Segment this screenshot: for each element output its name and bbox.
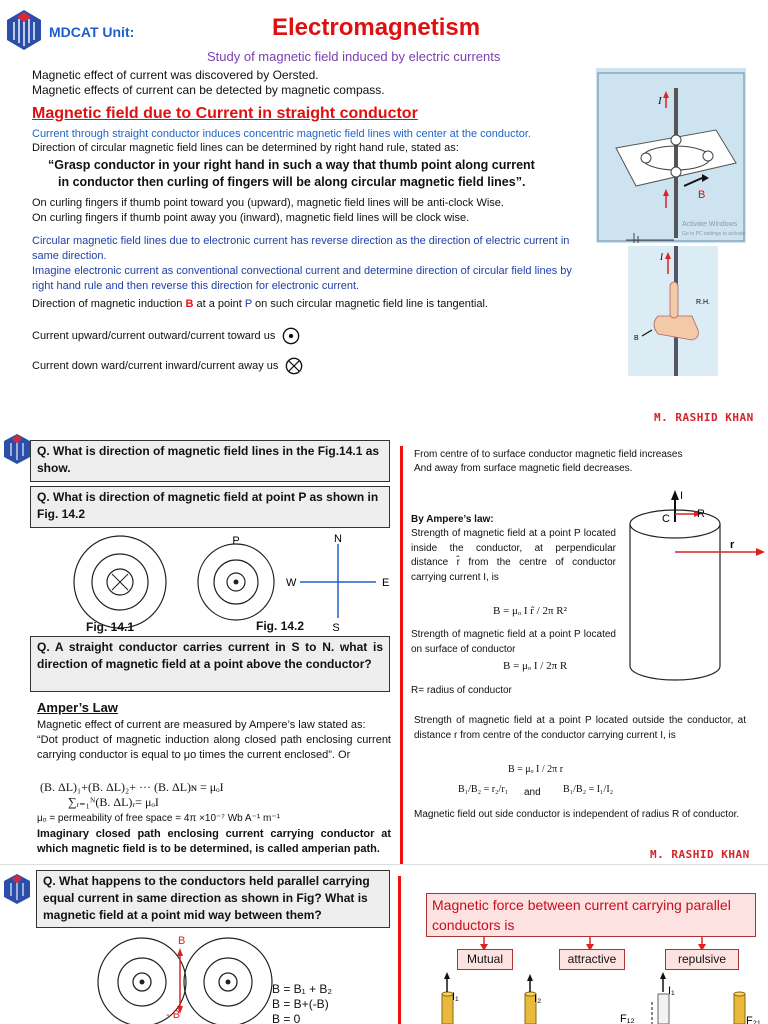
force-conductors-figure [430,972,768,1024]
intro-line1: Magnetic effect of current was discovered by Oersted. [32,68,319,82]
I1-label: I₁ [452,991,459,1003]
label-P: P [232,535,240,547]
amperes-eq1: (B. ΔL)₁+(B. ΔL)₂+ ··· (B. ΔL)ɴ = μₒI [40,780,224,794]
ratio-and: and [524,787,541,798]
repulsive-box: repulsive [665,949,739,970]
rh-I-label: I [660,252,663,262]
fig-I-label: I [658,95,662,107]
eq-inside: B = μₒ I r̂ / 2π R² [493,605,567,617]
mid-minusB-label: - B [166,1009,181,1021]
dot-circle-icon [282,327,300,345]
amperes-body [37,718,391,763]
section-p5: Circular magnetic field lines due to electronic current has reverse direction as the direction of electric current in same direction. [32,235,570,262]
logo-icon-2 [2,432,32,466]
symbol-out-text: Current upward/current outward/current toward us [32,329,276,342]
section-p3: On curling fingers if thumb point toward you (upward), magnetic field lines will be anti-clock Wise. [32,197,504,209]
section-p6: Imagine electronic current as conventional convectional current and determine direction of circular field lines by right hand rule and then reverse this direction for electronic current. [32,265,572,292]
fig-B-label: B [698,189,706,201]
right-r1: From centre of to surface conductor magnetic field increases [414,449,683,460]
by-ampere-heading: By Ampere’s law: [411,514,494,525]
attractive-box: attractive [559,949,625,970]
amperes-l1: Magnetic effect of current are measured by Ampere’s law stated as: [37,719,366,731]
force-box: Magnetic force between current carrying parallel conductors is [426,893,756,937]
conductor-plate-figure [596,68,746,243]
outside-text: Strength of magnetic field at a point P located outside the conductor, at distance r from centre of the conductor carrying current I, is [414,715,746,741]
p7-e: on such circular magnetic field line is tangential. [255,298,488,310]
p7-c: at a point [196,298,242,310]
F21-label: F₂₁ [746,1015,761,1024]
watermark-1: Activate Windows [682,221,738,228]
field-sum-3: B = 0 [272,1012,301,1024]
right-hand-rule-figure [628,246,718,376]
rh-B-label: B [634,335,639,342]
mutual-box: Mutual [457,949,513,970]
fig-14-2-label: Fig. 14.2 [256,619,305,633]
cyl-I-label: I [680,490,684,502]
section-rule [0,864,768,865]
field-sum [272,982,332,1024]
field-sum-1: B = B₁ + B₂ [272,982,333,996]
p7-d: P [244,298,252,310]
right-intro [414,448,764,476]
amperes-mu: μₒ = permeability of free space = 4π ×10⁻⁷ Wb A⁻¹ m⁻¹ [37,813,280,824]
watermark-2: Go to PC settings to activate [682,231,746,237]
label-W: W [286,577,297,589]
symbol-in-row [32,357,303,375]
fig-14-2 [198,544,274,620]
logo-icon [4,8,44,52]
eq-surface: B = μₒ I / 2π R [503,660,568,672]
question-3: Q. A straight conductor carries current in S to N. what is direction of magnetic field at a point above the conductor? [30,636,390,692]
amperes-heading: Amper’s Law [37,700,118,715]
eq-outside: B = μₒ I / 2π r [508,764,564,775]
unit-label: MDCAT Unit: [49,24,135,40]
section-p2: Direction of circular magnetic field lines can be determined by right hand rule, stated as: [32,142,459,154]
intro-line2: Magnetic effects of current can be detected by magnetic compass. [32,83,385,97]
radius-text: R= radius of conductor [411,685,512,696]
section-p7 [32,297,592,311]
cross-circle-icon [285,357,303,375]
fig-14-1 [74,536,166,628]
section-p1: Current through straight conductor induces concentric magnetic field lines with center at the conductor. [32,128,531,140]
author-1: M. RASHID KHAN [654,411,754,424]
F12-label: F₁₂ [620,1013,635,1024]
parallel-conductors-figure [96,932,276,1024]
intro [32,68,385,98]
label-S: S [332,622,340,634]
cyl-R-label: R [697,508,705,520]
ratio-1: B₁/B₂ = r₂/r₁ [458,784,509,795]
quote [48,157,535,191]
amperian-definition: Imaginary closed path enclosing current carrying conductor at which magnetic field is to be determined, is called amperian path. [37,828,391,855]
cyl-C-label: C [662,513,670,525]
page-title: Electromagnetism [272,14,481,41]
question-1: Q. What is direction of magnetic field lines in the Fig.14.1 as show. [30,440,390,482]
symbol-in-text: Current down ward/current inward/current away us [32,359,279,372]
question-4: Q. What happens to the conductors held parallel carrying equal current in same direction as shown in Fig? What is magnetic field at a point mid way between them? [36,870,390,928]
amperes-l2: “Dot product of magnetic induction along closed path enclosing current carrying conductor is equal to μo times the current enclosed”. Or [37,734,391,761]
quote-line1: “Grasp conductor in your right hand in such a way that thumb point along current [48,158,535,172]
divider-1 [400,446,403,864]
author-2: M. RASHID KHAN [650,848,750,861]
question-2: Q. What is direction of magnetic field at point P as shown in Fig. 14.2 [30,486,390,528]
symbol-out-row [32,327,300,345]
divider-2 [398,876,401,1024]
label-E: E [382,577,390,589]
p7-a: Direction of magnetic induction [32,298,183,310]
independent-text: Magnetic field out side conductor is independent of radius R of conductor. [414,809,740,820]
surface-text: Strength of magnetic field at a point P located on surface of conductor [411,629,616,655]
field-sum-2: B = B+(-B) [272,997,329,1011]
fig-14-1-label: Fig. 14.1 [86,620,135,634]
ratio-2: B₁/B₂ = I₁/I₂ [563,784,614,795]
section-heading: Magnetic field due to Current in straight conductor [32,105,418,122]
compass-cross [300,544,376,618]
I2-label: I₂ [534,993,542,1005]
mid-B-label: B [178,935,186,947]
section-p4: On curling fingers if thumb point away you (inward), magnetic field lines will be clock wise. [32,212,470,224]
subtitle: Study of magnetic field induced by electric currents [207,49,501,64]
amperes-eq2: ∑ᵣ₌₁ᴺ(B. ΔL)ᵣ= μₒI [68,795,159,809]
logo-icon-3 [2,872,32,906]
I1b-label: I₁ [668,985,675,997]
cylinder-figure [618,486,768,688]
right-r2: And away from surface magnetic field decreases. [414,463,633,474]
label-N: N [334,533,342,545]
quote-line2: in conductor then curling of fingers will be along circular magnetic field lines”. [58,175,526,189]
rh-label: R.H. [696,299,710,306]
cyl-r-label: r [730,539,735,551]
p7-b: B [185,298,194,310]
inside-text: Strength of magnetic field at a point P located inside the conductor, at perpendicular distance r̂ from the centre of conductor carrying current I, is [411,528,616,583]
